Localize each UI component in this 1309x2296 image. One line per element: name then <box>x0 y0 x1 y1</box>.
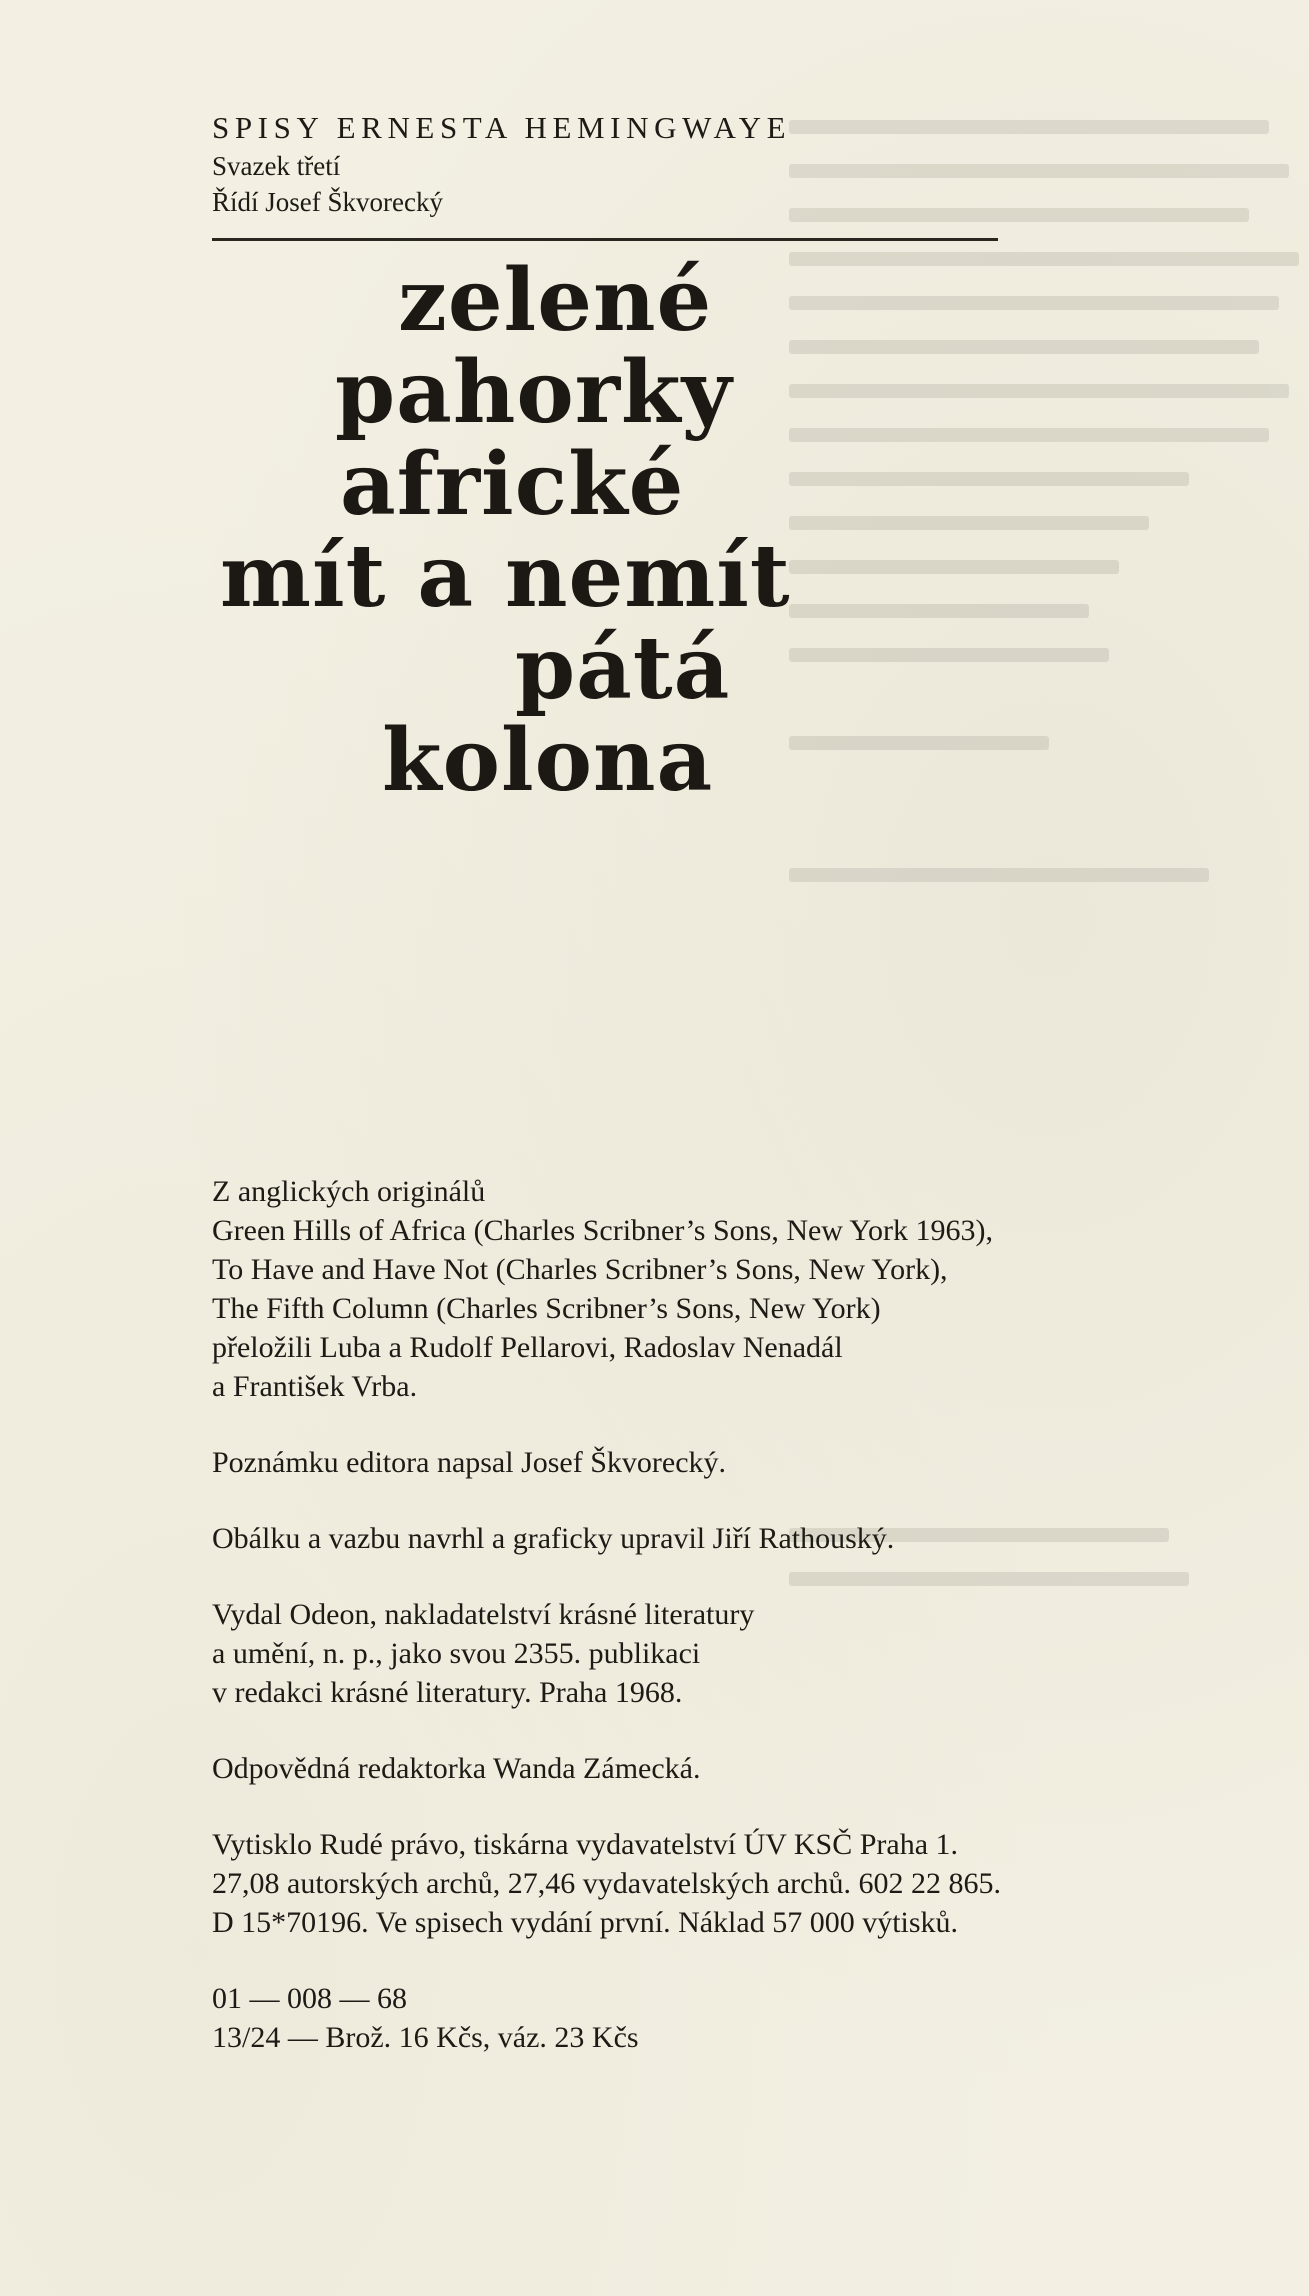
print-line: D 15*70196. Ve spisech vydání první. Náklad 57 000 výtisků. <box>212 1906 959 1939</box>
original-title-line: The Fifth Column (Charles Scribner’s Sons, New York) <box>212 1292 881 1325</box>
originals-heading: Z anglických originálů <box>212 1175 486 1208</box>
print-line: 27,08 autorských archů, 27,46 vydavatelských archů. 602 22 865. <box>212 1867 1001 1900</box>
design-credit: Obálku a vazbu navrhl a graficky upravil Jiří Rathouský. <box>212 1522 895 1555</box>
editor-note-credit: Poznámku editora napsal Josef Škvorecký. <box>212 1446 727 1479</box>
publisher-line: a umění, n. p., jako svou 2355. publikaci <box>212 1637 701 1670</box>
price-line: 13/24 — Brož. 16 Kčs, váz. 23 Kčs <box>212 2021 639 2054</box>
series-header <box>212 108 1002 220</box>
original-title-line: To Have and Have Not (Charles Scribner’s Sons, New York), <box>212 1253 948 1286</box>
title-line: africké <box>340 434 685 535</box>
header-rule <box>212 238 998 241</box>
book-title <box>180 250 1030 811</box>
series-title: SPISY ERNESTA HEMINGWAYE <box>212 110 792 145</box>
original-title-line: Green Hills of Africa (Charles Scribner’s Sons, New York 1963), <box>212 1214 993 1247</box>
publisher-line: Vydal Odeon, nakladatelství krásné literatury <box>212 1598 755 1631</box>
translators-line: přeložili Luba a Rudolf Pellarovi, Radoslav Nenadál <box>212 1331 843 1364</box>
colophon <box>212 1172 1212 2057</box>
series-editor: Řídí Josef Škvorecký <box>212 187 443 217</box>
volume-label: Svazek třetí <box>212 151 341 181</box>
catalog-code: 01 — 008 — 68 <box>212 1982 407 2015</box>
title-line: mít a nemít <box>220 526 791 627</box>
title-line: kolona <box>382 710 714 811</box>
responsible-editor: Odpovědná redaktorka Wanda Zámecká. <box>212 1752 701 1785</box>
publisher-line: v redakci krásné literatury. Praha 1968. <box>212 1676 683 1709</box>
title-line: pátá <box>515 618 731 719</box>
title-line: zelené <box>398 250 713 351</box>
print-line: Vytisklo Rudé právo, tiskárna vydavatelství ÚV KSČ Praha 1. <box>212 1828 959 1861</box>
translators-line: a František Vrba. <box>212 1370 418 1403</box>
title-line: pahorky <box>335 342 733 443</box>
